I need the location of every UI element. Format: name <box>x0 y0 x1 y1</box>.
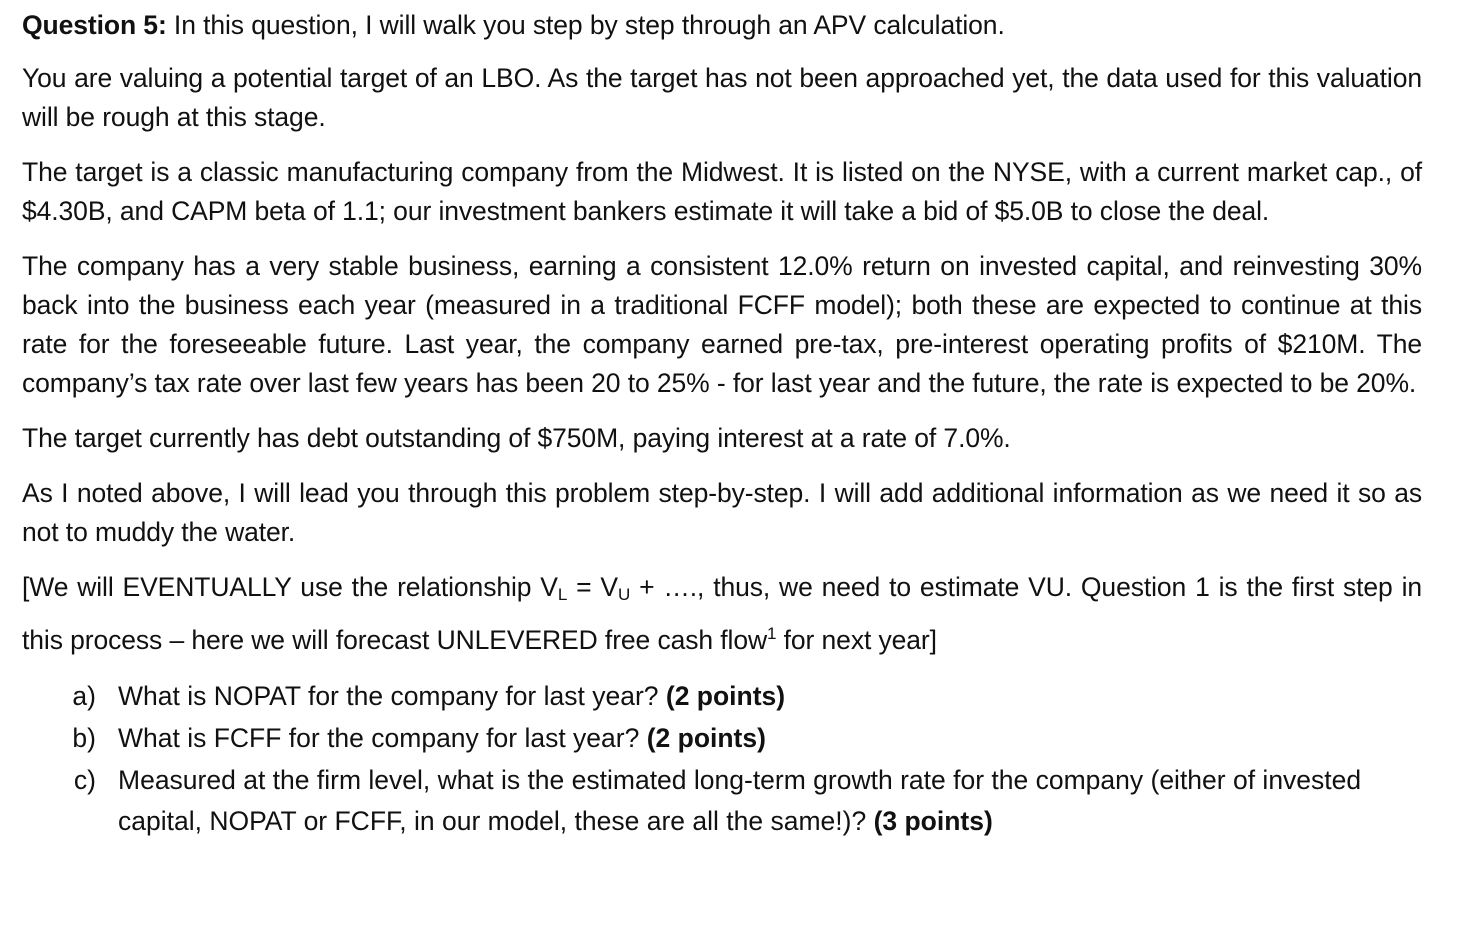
bracket-note <box>22 568 1422 660</box>
footnote-mark: 1 <box>767 624 777 643</box>
subquestion-marker: b) <box>72 723 96 753</box>
bracket-note-part1: [We will EVENTUALLY use the relationship V <box>22 572 558 602</box>
subquestion-prompt: Measured at the firm level, what is the estimated long-term growth rate for the company (either of invested capital, NOPAT or FCFF, in our model, these are all the same!)? <box>118 765 1362 836</box>
paragraph-instructions: As I noted above, I will lead you through this problem step-by-step. I will add additional information as we need it so as not to muddy the water. <box>22 478 1422 547</box>
subquestion-item <box>22 676 1422 717</box>
question-intro: In this question, I will walk you step by step through an APV calculation. <box>166 10 1005 40</box>
subquestion-item <box>22 760 1422 842</box>
subquestion-list <box>22 676 1422 842</box>
bracket-note-part3: + …., thus, we need to estimate VU. Question 1 is the first step in this process – here we will forecast UNLEVERED free cash flow <box>22 572 1423 655</box>
subquestion-prompt: What is FCFF for the company for last year? <box>118 723 647 753</box>
subquestion-marker: c) <box>73 765 96 795</box>
subquestion-item <box>22 718 1422 759</box>
paragraph-target-description: The target is a classic manufacturing company from the Midwest. It is listed on the NYSE, with a current market cap., of $4.30B, and CAPM beta of 1.1; our investment bankers estimate it will take a bid of $5.0B to close the deal. <box>22 157 1422 226</box>
question-label: Question 5: <box>22 10 167 40</box>
subquestion-points: (3 points) <box>873 806 993 836</box>
subquestion-points: (2 points) <box>646 723 766 753</box>
paragraph-business-profile: The company has a very stable business, earning a consistent 12.0% return on invested capital, and reinvesting 30% back into the business each year (measured in a traditional FCFF model); both these are expected to continue at this rate for the foreseeable future. Last year, the company earned pre-tax, pre-interest operating profits of $210M. The company’s tax rate over last few years has been 20 to 25% - for last year and the future, the rate is expected to be 20%. <box>22 251 1422 398</box>
paragraph-debt: The target currently has debt outstanding of $750M, paying interest at a rate of 7.0%. <box>22 423 1011 453</box>
bracket-note-part4: for next year] <box>776 625 937 655</box>
document-body <box>22 6 1422 843</box>
subquestion-prompt: What is NOPAT for the company for last year? <box>118 681 666 711</box>
subscript-u: U <box>618 585 631 604</box>
subquestion-text <box>118 676 1422 717</box>
subquestion-text <box>118 760 1422 842</box>
question-heading <box>22 6 1422 45</box>
paragraph-context: You are valuing a potential target of an LBO. As the target has not been approached yet, the data used for this valuation will be rough at this stage. <box>22 63 1422 132</box>
subscript-l: L <box>557 585 568 604</box>
subquestion-text <box>118 718 1422 759</box>
subquestion-points: (2 points) <box>665 681 786 711</box>
subquestion-marker: a) <box>72 681 96 711</box>
bracket-note-part2: = V <box>567 572 619 602</box>
